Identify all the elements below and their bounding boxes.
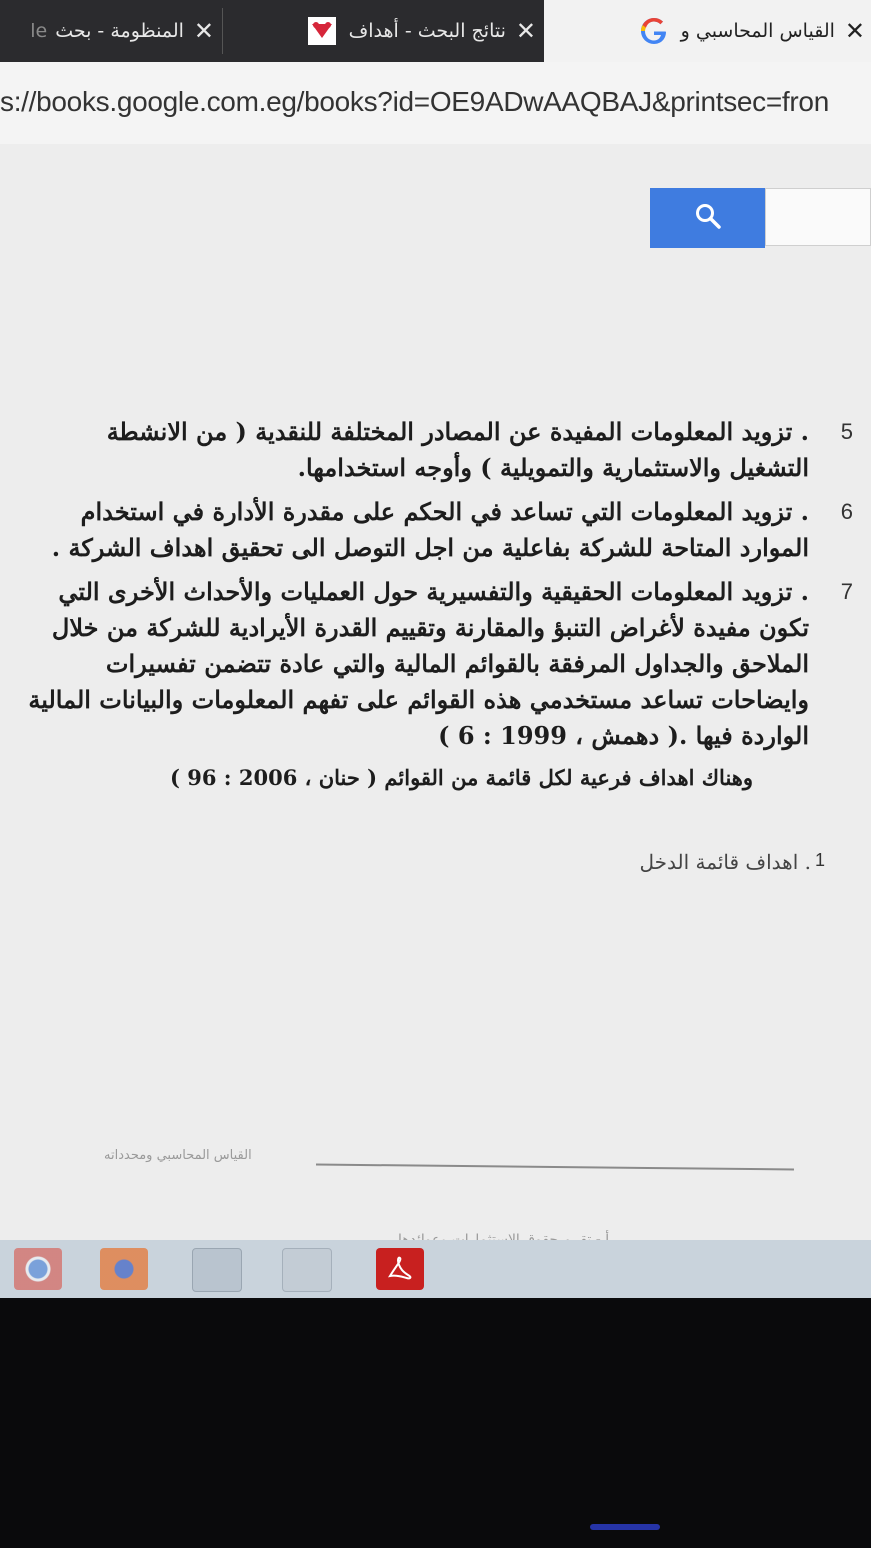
tab-title-overflow: le bbox=[30, 20, 48, 42]
taskbar bbox=[0, 1240, 871, 1298]
tab-title: نتائج البحث - أهداف bbox=[348, 20, 506, 42]
item-text: . تزويد المعلومات التي تساعد في الحكم على مقدرة الأدارة في استخدام الموارد المتاحة للشركة بفاعلية من اجل التوصل الى تحقيق اهداف الشركة . bbox=[51, 497, 809, 562]
power-led bbox=[590, 1524, 660, 1530]
section-heading bbox=[0, 850, 871, 874]
close-tab-icon[interactable]: ✕ bbox=[515, 17, 536, 45]
item-number: 5 bbox=[840, 419, 853, 444]
folder-taskbar-icon[interactable] bbox=[282, 1248, 332, 1292]
app-taskbar-icon[interactable] bbox=[192, 1248, 242, 1292]
item-number: 7 bbox=[840, 579, 853, 604]
tab-title: المنظومة - بحث bbox=[55, 20, 184, 42]
tab-strip bbox=[0, 0, 871, 62]
google-g-icon bbox=[639, 16, 669, 46]
monitor-bezel bbox=[0, 1298, 871, 1548]
list-item bbox=[0, 414, 871, 486]
search-icon bbox=[694, 202, 722, 234]
book-text bbox=[0, 414, 871, 874]
footer-divider bbox=[316, 1163, 794, 1170]
heading-text: . اهداف قائمة الدخل bbox=[639, 850, 811, 874]
firefox-taskbar-icon[interactable] bbox=[100, 1248, 148, 1290]
tab-separator bbox=[222, 8, 223, 54]
close-tab-icon[interactable]: ✕ bbox=[844, 17, 865, 45]
tab-title: القياس المحاسبي و bbox=[680, 20, 835, 42]
tab-active-accounting[interactable] bbox=[544, 0, 871, 62]
tab-manzuma-search[interactable] bbox=[0, 0, 220, 62]
pdf-reader-taskbar-icon[interactable] bbox=[376, 1248, 424, 1290]
list-item bbox=[0, 494, 871, 566]
subsidiary-goals-note: وهناك اهداف فرعية لكل قائمة من القوائم ( حنان ، 2006 : 96 ) bbox=[170, 765, 753, 790]
address-bar[interactable] bbox=[0, 62, 871, 145]
book-preview-page bbox=[0, 144, 871, 1240]
page-footer-title: القياس المحاسبي ومحدداته bbox=[104, 1148, 252, 1163]
item-number: 6 bbox=[840, 499, 853, 524]
heading-number: 1 bbox=[814, 850, 825, 870]
item-text: . تزويد المعلومات الحقيقية والتفسيرية حول العمليات والأحداث الأخرى التي تكون مفيدة لأغراض التنبؤ والمقارنة وتقييم القدرة الأيرادية للشركة من خلال الملاحق والجداول المرفقة بالقوائم المالية والتي عادة تتضمن تفسيرات وايضاحات تساعد مستخدمي هذه القوائم على تفهم المعلومات والبيانات المالية الواردة فيها .( دهمش ، 1999 : 6 ) bbox=[28, 577, 809, 750]
close-tab-icon[interactable]: ✕ bbox=[193, 17, 214, 45]
list-item bbox=[0, 574, 871, 754]
url-text[interactable]: s://books.google.com.eg/books?id=OE9ADwAAQBAJ&printsec=fron bbox=[0, 86, 829, 117]
search-button[interactable] bbox=[650, 188, 765, 248]
tab-search-results[interactable] bbox=[224, 0, 542, 62]
chrome-taskbar-icon[interactable] bbox=[14, 1248, 62, 1290]
site-favicon-icon bbox=[307, 16, 337, 46]
item-text: . تزويد المعلومات المفيدة عن المصادر المختلفة للنقدية ( من الانشطة التشغيل والاستثمارية والتمويلية ) وأوجه استخدامها. bbox=[106, 417, 809, 482]
search-input[interactable] bbox=[765, 188, 871, 246]
